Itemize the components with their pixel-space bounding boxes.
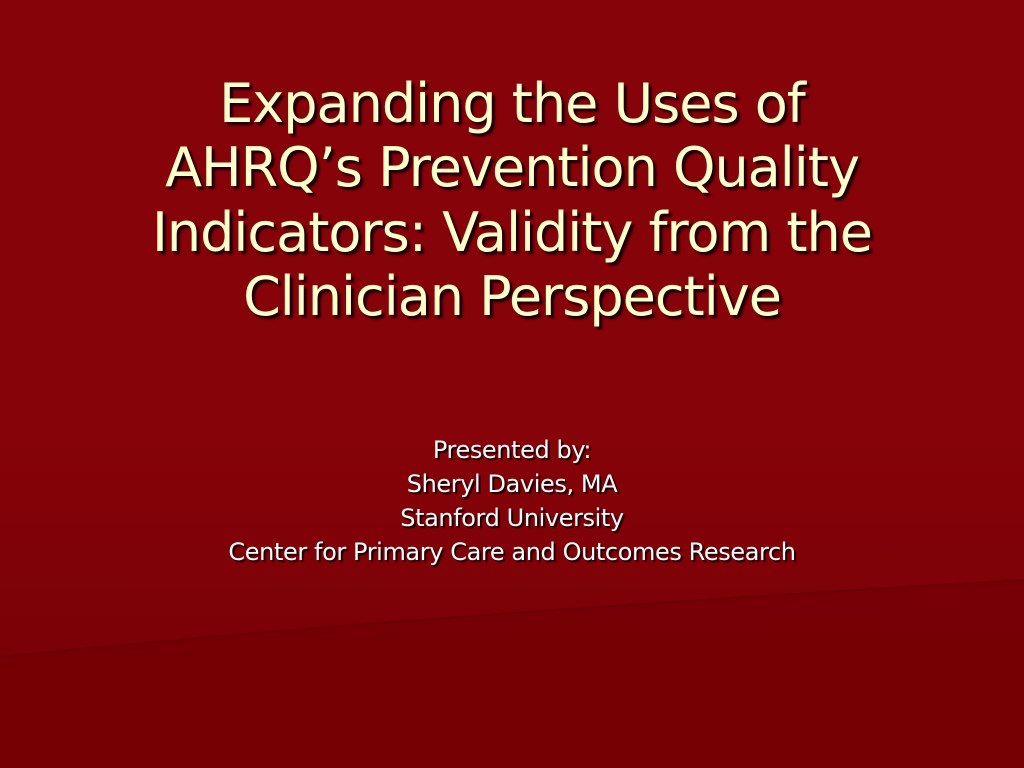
title-line-3: Indicators: Validity from the — [152, 200, 872, 264]
title-line-2: AHRQ’s Prevention Quality — [165, 136, 859, 200]
presenter-name: Sheryl Davies, MA — [406, 470, 618, 498]
title-line-1: Expanding the Uses of — [219, 72, 805, 135]
presenter-info — [60, 433, 964, 569]
title-line-4: Clinician Perspective — [243, 264, 781, 328]
presenter-center: Center for Primary Care and Outcomes Research — [228, 538, 796, 566]
presented-by-label: Presented by: — [432, 436, 592, 464]
presenter-university: Stanford University — [400, 504, 624, 532]
slide-title — [40, 72, 984, 329]
